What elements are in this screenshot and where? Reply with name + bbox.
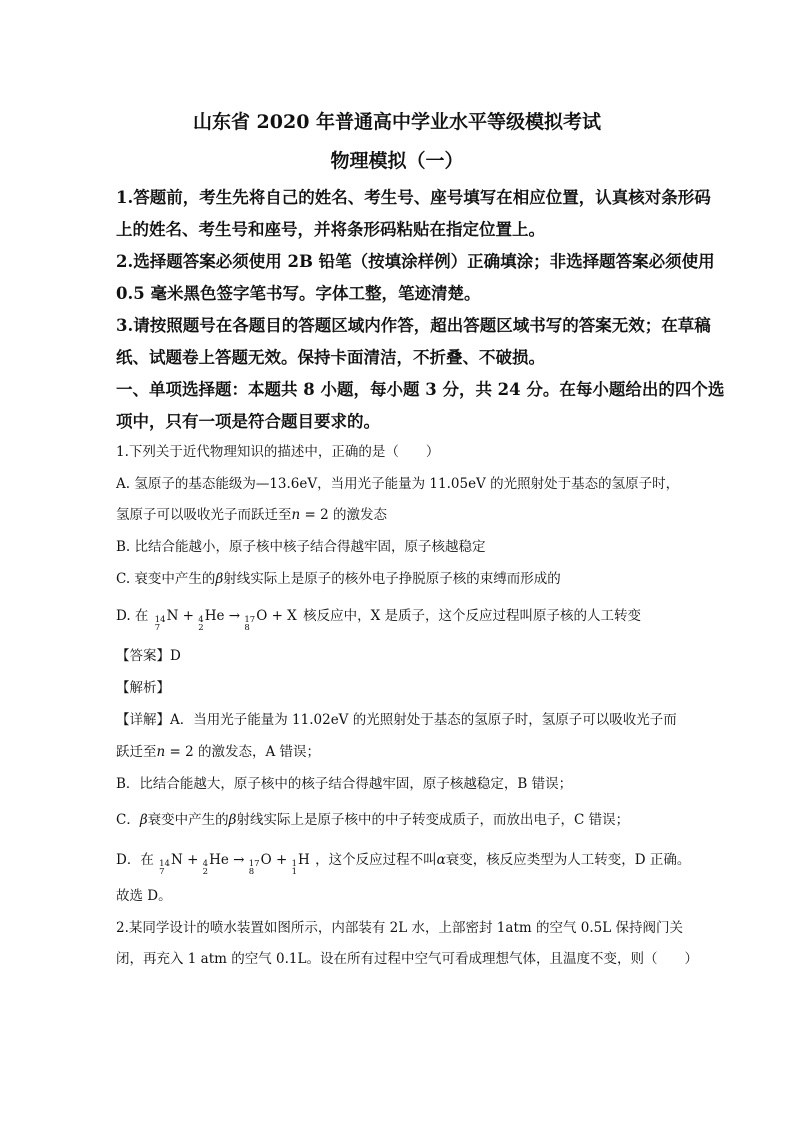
nuclide-o17: 17 8 O xyxy=(248,852,272,877)
nuclear-equation: 14 7 N + 4 2 He → 17 8 O + X xyxy=(154,608,297,633)
answer-line xyxy=(116,644,181,664)
document-title: 山东省 2020 年普通高中学业水平等级模拟考试 xyxy=(192,111,602,133)
q1-option-c: C. 衰变中产生的β射线实际上是原子的核外电子挣脱原子核的束缚而形成的 xyxy=(116,571,561,587)
instruction-3-line-1: 3.请按照题号在各题目的答题区域内作答，超出答题区域书写的答案无效；在草稿 xyxy=(116,316,711,335)
detail-c: C．β衰变中产生的β射线实际上是原子核中的中子转变成质子，而放出电子，C 错误； xyxy=(116,812,630,828)
instruction-1-line-2: 上的姓名、考生号和座号，并将条形码粘贴在指定位置上。 xyxy=(116,220,545,239)
section-heading-line-1: 一、单项选择题：本题共 8 小题，每小题 3 分，共 24 分。在每小题给出的四个选 xyxy=(116,380,725,399)
q1-option-a-line-2: 氢原子可以吸收光子而跃迁至n = 2 的激发态 xyxy=(116,507,387,523)
var-n: n xyxy=(156,744,166,760)
instruction-2-line-1: 2.选择题答案必须使用 2B 铅笔（按填涂样例）正确填涂；非选择题答案必须使用 xyxy=(116,252,715,271)
section-heading-line-2: 项中，只有一项是符合题目要求的。 xyxy=(116,412,380,431)
nuclide-he4: 4 2 He xyxy=(202,852,229,877)
nuclide-n14: 14 7 N xyxy=(154,608,179,633)
nuclide-o17: 17 8 O xyxy=(244,608,268,633)
detail-d: D．在 14 7 N + 4 2 He → 17 8 O + 1 1 H ，这个反应过程不叫α衰变，核反应类型为人工转变，D 正确。 xyxy=(116,852,691,877)
analysis-label: 【解析】 xyxy=(116,680,170,696)
var-n: n xyxy=(291,507,301,523)
beta-symbol: β xyxy=(228,812,237,828)
document-subtitle: 物理模拟（一） xyxy=(330,150,464,172)
detail-label: 【详解】 xyxy=(116,712,170,728)
answer-label: 【答案】 xyxy=(116,648,170,664)
nuclide-n14: 14 7 N xyxy=(159,852,183,877)
nuclide-h1: 1 1 H xyxy=(291,852,310,877)
instruction-1-line-1: 1.答题前，考生先将自己的姓名、考生号、座号填写在相应位置，认真核对条形码 xyxy=(116,188,711,207)
answer-value: D xyxy=(170,648,181,664)
question-2-line-1: 2.某同学设计的喷水装置如图所示，内部装有 2L 水，上部密封 1atm 的空气 0.5L 保持阀门关 xyxy=(116,920,683,936)
question-2-line-2: 闭，再充入 1 atm 的空气 0.1L。设在所有过程中空气可看成理想气体，且温度不变，则（ ） xyxy=(116,951,698,967)
nuclide-he4: 4 2 He xyxy=(198,608,225,633)
detail-conclusion: 故选 D。 xyxy=(116,888,172,904)
nuclear-equation: 14 7 N + 4 2 He → 17 8 O + 1 1 H xyxy=(159,852,310,877)
beta-symbol: β xyxy=(215,571,224,587)
instruction-2-line-2: 0.5 毫米黑色签字笔书写。字体工整，笔迹清楚。 xyxy=(116,284,481,303)
alpha-symbol: α xyxy=(436,852,446,868)
beta-symbol: β xyxy=(139,812,148,828)
instruction-3-line-2: 纸、试题卷上答题无效。保持卡面清洁，不折叠、不破损。 xyxy=(116,348,545,367)
q1-option-b: B. 比结合能越小，原子核中核子结合得越牢固，原子核越稳定 xyxy=(116,539,486,555)
detail-b: B．比结合能越大，原子核中的核子结合得越牢固，原子核越稳定，B 错误； xyxy=(116,776,573,792)
detail-a-line-1: 【详解】A．当用光子能量为 11.02eV 的光照射处于基态的氢原子时，氢原子可以吸收光子而 xyxy=(116,712,677,728)
detail-a-line-2: 跃迁至n = 2 的激发态，A 错误； xyxy=(116,744,321,760)
q1-option-d: D. 在 14 7 N + 4 2 He → 17 8 O + X 核反应中，X 是质子，这个反应过程叫原子核的人工转变 xyxy=(116,608,641,633)
question-1-stem: 1.下列关于近代物理知识的描述中，正确的是（ ） xyxy=(116,444,440,460)
q1-option-a-line-1: A. 氢原子的基态能级为—13.6eV，当用光子能量为 11.05eV 的光照射处于基态的氢原子时， xyxy=(116,476,680,492)
